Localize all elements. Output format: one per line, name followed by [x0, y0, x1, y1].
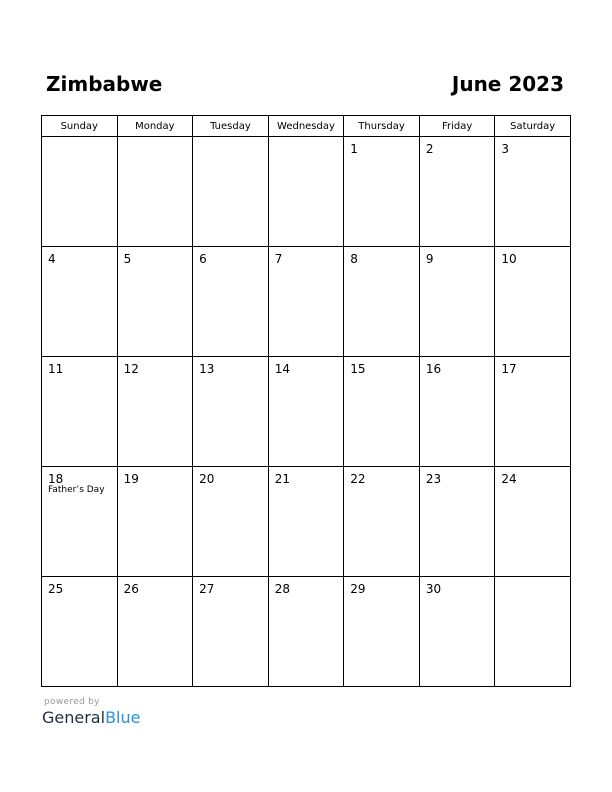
day-cell — [344, 137, 420, 247]
day-cell — [344, 247, 420, 357]
day-cell — [419, 137, 495, 247]
day-cell — [495, 467, 571, 577]
day-number: 13 — [199, 362, 215, 376]
day-cell — [495, 577, 571, 687]
day-cell — [193, 357, 269, 467]
day-number: 10 — [501, 252, 517, 266]
day-cell — [117, 137, 193, 247]
brand-general-text: General — [42, 708, 106, 727]
day-cell — [268, 137, 344, 247]
calendar-grid — [41, 115, 571, 687]
calendar-title-month: June 2023 — [451, 72, 564, 96]
day-number: 11 — [48, 362, 64, 376]
day-cell — [193, 467, 269, 577]
day-cell — [419, 247, 495, 357]
week-row — [42, 577, 571, 687]
weekday-header: Monday — [117, 116, 193, 137]
day-cell — [117, 467, 193, 577]
day-cell — [419, 467, 495, 577]
day-cell — [495, 247, 571, 357]
day-number: 28 — [274, 582, 290, 596]
weekday-header: Sunday — [42, 116, 118, 137]
day-number: 5 — [123, 252, 132, 266]
day-number: 3 — [501, 142, 510, 156]
day-cell — [419, 357, 495, 467]
day-number: 2 — [425, 142, 434, 156]
day-number: 24 — [501, 472, 517, 486]
weekday-header: Tuesday — [193, 116, 269, 137]
day-number: 25 — [48, 582, 64, 596]
weekday-header: Friday — [419, 116, 495, 137]
day-number: 22 — [350, 472, 366, 486]
day-cell — [419, 577, 495, 687]
day-cell — [42, 357, 118, 467]
day-number: 14 — [274, 362, 290, 376]
holiday-label: Father’s Day — [48, 485, 105, 495]
day-cell — [344, 357, 420, 467]
day-number: 7 — [274, 252, 283, 266]
week-row — [42, 357, 571, 467]
day-number: 1 — [350, 142, 358, 156]
day-number: 8 — [350, 252, 358, 266]
day-cell — [42, 577, 118, 687]
day-cell — [268, 577, 344, 687]
day-cell — [193, 247, 269, 357]
weekday-header: Thursday — [344, 116, 420, 137]
week-row — [42, 467, 571, 577]
day-number: 12 — [123, 362, 139, 376]
day-cell — [495, 357, 571, 467]
day-number: 20 — [199, 472, 215, 486]
powered-by-label: powered by — [44, 697, 100, 707]
day-cell — [268, 247, 344, 357]
generalblue-logo[interactable] — [42, 708, 140, 728]
day-cell — [117, 247, 193, 357]
day-number: 30 — [425, 582, 442, 596]
weekday-header: Wednesday — [268, 116, 344, 137]
day-number: 26 — [123, 582, 139, 596]
day-cell — [117, 357, 193, 467]
week-row — [42, 137, 571, 247]
day-cell — [268, 357, 344, 467]
day-cell — [42, 137, 118, 247]
day-cell — [193, 577, 269, 687]
day-cell — [495, 137, 571, 247]
day-cell — [42, 467, 118, 577]
day-number: 16 — [425, 362, 442, 376]
week-row — [42, 247, 571, 357]
day-number: 19 — [123, 472, 139, 486]
day-number: 27 — [199, 582, 215, 596]
day-cell — [193, 137, 269, 247]
weekday-header: Saturday — [495, 116, 571, 137]
day-cell — [42, 247, 118, 357]
day-cell — [344, 577, 420, 687]
day-number: 21 — [274, 472, 290, 486]
day-number: 23 — [425, 472, 442, 486]
day-number: 17 — [501, 362, 517, 376]
day-cell — [268, 467, 344, 577]
day-number: 18 — [48, 472, 64, 486]
calendar-title-country: Zimbabwe — [46, 72, 163, 96]
day-number: 9 — [425, 252, 434, 266]
day-number: 6 — [199, 252, 207, 266]
brand-blue-text: Blue — [105, 708, 141, 727]
day-number: 15 — [350, 362, 366, 376]
day-cell — [117, 577, 193, 687]
day-number: 29 — [350, 582, 366, 596]
day-number: 4 — [48, 252, 56, 266]
weekday-header-row — [42, 116, 571, 137]
day-cell — [344, 467, 420, 577]
